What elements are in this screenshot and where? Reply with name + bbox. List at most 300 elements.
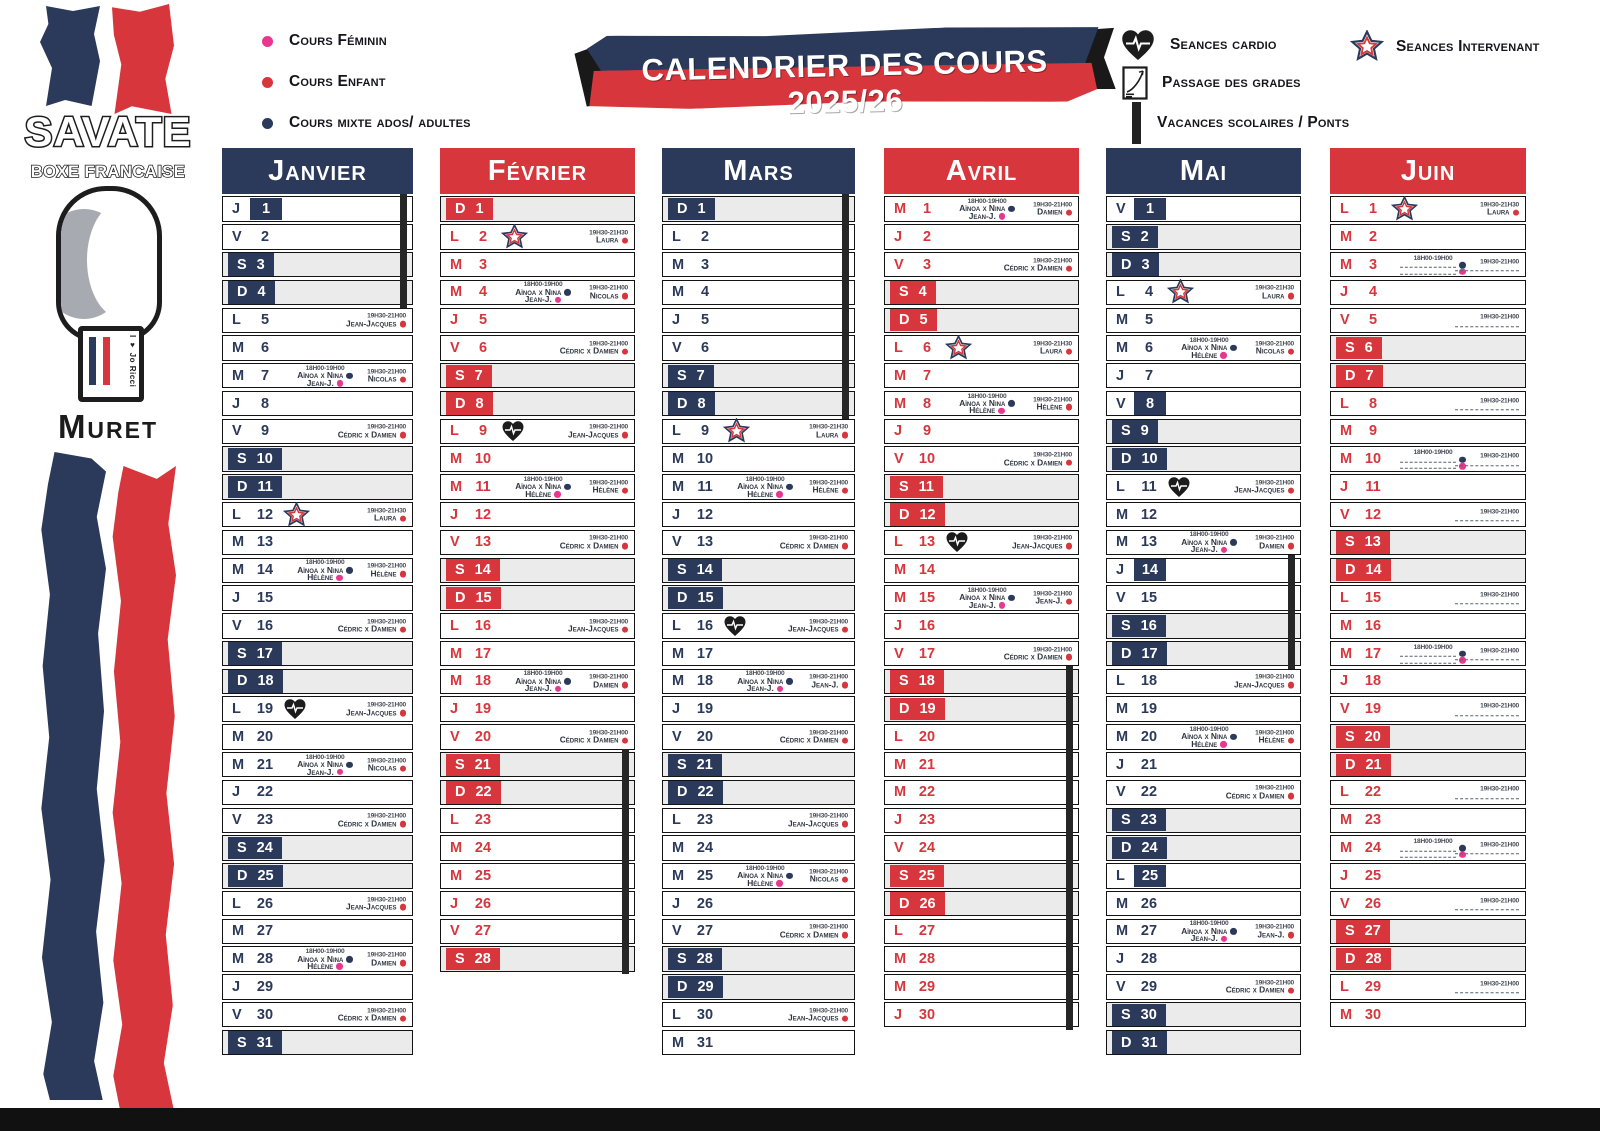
- day-avril-17: [884, 641, 1079, 666]
- entry-instructor: Hélène: [1191, 352, 1227, 359]
- day-letter: L: [1116, 673, 1125, 690]
- day-number: 2: [922, 228, 932, 245]
- day-number: 16: [474, 617, 492, 634]
- weekend-day-box: D 25: [228, 865, 283, 887]
- entry-time: 18H00-19H00: [305, 753, 345, 761]
- day-number: 12: [256, 506, 274, 523]
- day-number: 2: [700, 228, 710, 245]
- day-mars-9: [662, 419, 855, 444]
- red-dot-icon: [400, 821, 407, 828]
- day-avril-15: [884, 585, 1079, 610]
- early-slot: [1159, 337, 1259, 359]
- early-slot: [715, 670, 815, 692]
- day-letter: M: [450, 840, 463, 857]
- day-number: 16: [256, 617, 274, 634]
- day-mars-26: [662, 891, 855, 916]
- day-juin-22: [1330, 780, 1526, 805]
- day-number: 7: [260, 367, 270, 384]
- entry-instructor: Jean-Jacques: [346, 320, 406, 327]
- day-number: 1: [922, 201, 932, 218]
- day-number: 10: [696, 451, 714, 468]
- day-number: 5: [260, 312, 270, 329]
- entry-blank-line: [1455, 904, 1519, 910]
- navy-dot-icon: [1230, 734, 1237, 741]
- early-slot: [493, 670, 593, 692]
- star-intervenant-icon: [1350, 30, 1384, 63]
- day-janvier-7: [222, 363, 413, 388]
- weekend-day-box: S 2: [1112, 226, 1158, 248]
- day-letter: J: [894, 1006, 903, 1023]
- day-janvier-9: [222, 419, 413, 444]
- pink-dot-icon: [777, 686, 784, 693]
- entry-blank-line: [1455, 265, 1519, 271]
- day-avril-29: [884, 974, 1079, 999]
- entry-instructor: Jean-Jacques: [788, 1015, 848, 1022]
- entry-instructor: Jean-J.: [811, 681, 848, 688]
- day-mai-24: [1106, 835, 1301, 860]
- entry-time: 18H00-19H00: [967, 392, 1007, 400]
- evening-slot: [589, 229, 628, 244]
- pink-dot-icon: [555, 297, 562, 304]
- day-letter: M: [894, 978, 907, 995]
- legend-item-vacances: [1132, 102, 1349, 144]
- entry-time: 19H30-21H00: [367, 951, 406, 959]
- day-number: 5: [1368, 312, 1378, 329]
- entry-time: 19H30-21H30: [1480, 201, 1519, 209]
- pink-dot-icon: [1220, 352, 1227, 359]
- entry-instructor: Cédric x Damien: [1226, 792, 1294, 799]
- day-mars-2: [662, 224, 855, 249]
- red-dot-icon: [400, 432, 407, 439]
- day-janvier-30: [222, 1002, 413, 1027]
- day-fevrier-25: [440, 863, 635, 888]
- day-letter: M: [672, 478, 685, 495]
- day-fevrier-6: [440, 335, 635, 360]
- day-juin-3: [1330, 252, 1526, 277]
- month-juin: [1330, 148, 1526, 1027]
- day-number: 23: [696, 812, 714, 829]
- entry-blank-line: [1455, 599, 1519, 605]
- day-letter: M: [1116, 312, 1129, 329]
- day-janvier-23: [222, 808, 413, 833]
- entry-instructor: Aïnoa x Nina: [959, 205, 1015, 212]
- entry-time: 19H30-21H00: [809, 868, 848, 876]
- day-mai-3: [1106, 252, 1301, 277]
- vacation-bar: [622, 916, 629, 947]
- day-mai-7: [1106, 363, 1301, 388]
- day-avril-25: [884, 863, 1079, 888]
- weekend-day-box: D 24: [1112, 837, 1167, 859]
- legend-intervenant-label: Seances Intervenant: [1396, 37, 1540, 55]
- evening-slot: [1033, 591, 1072, 606]
- day-mars-23: [662, 808, 855, 833]
- day-juin-5: [1330, 308, 1526, 333]
- vacation-bar: [1066, 777, 1073, 808]
- day-number: 7: [1144, 367, 1154, 384]
- entry-time: 19H30-21H00: [809, 923, 848, 931]
- day-letter: L: [1116, 867, 1125, 884]
- entry-instructor: Nicolas: [810, 876, 848, 883]
- red-dot-icon: [1288, 987, 1295, 994]
- evening-slot: [367, 368, 406, 383]
- day-letter: L: [1116, 478, 1125, 495]
- day-janvier-27: [222, 919, 413, 944]
- red-dot-icon: [842, 626, 849, 633]
- day-letter: J: [894, 228, 903, 245]
- day-letter: L: [232, 701, 241, 718]
- day-number: 24: [918, 840, 936, 857]
- early-slot: [715, 476, 815, 498]
- day-mai-22: [1106, 780, 1301, 805]
- day-number: 23: [474, 812, 492, 829]
- entry-instructor: Hélène: [747, 491, 783, 498]
- day-number: 23: [256, 812, 274, 829]
- evening-slot: [346, 896, 406, 911]
- day-juin-9: [1330, 419, 1526, 444]
- day-fevrier-16: [440, 613, 635, 638]
- entry-instructor: Laura: [596, 237, 628, 244]
- weekend-day-box: S 20: [1336, 726, 1390, 748]
- evening-slot: [1455, 591, 1519, 604]
- day-mars-4: [662, 280, 855, 305]
- heart-cardio-icon: [501, 420, 525, 442]
- red-dot-icon: [400, 710, 407, 717]
- day-number: 22: [918, 784, 936, 801]
- day-number: 25: [1364, 867, 1382, 884]
- day-mai-13: [1106, 530, 1301, 555]
- vacation-bar: [842, 333, 849, 364]
- vacation-bar: [1066, 999, 1073, 1030]
- day-number: 7: [922, 367, 932, 384]
- day-letter: V: [232, 423, 242, 440]
- day-letter: L: [1116, 284, 1125, 301]
- weekend-day-box: S 9: [1112, 420, 1158, 442]
- day-juin-10: [1330, 446, 1526, 471]
- day-letter: V: [1116, 201, 1126, 218]
- evening-slot: [1455, 258, 1519, 271]
- pink-dot-icon: [999, 213, 1006, 220]
- vacation-bar: [842, 249, 849, 280]
- day-letter: M: [894, 590, 907, 607]
- early-slot: [275, 559, 375, 581]
- entry-instructor: Jean-J.: [1257, 931, 1294, 938]
- navy-dot-icon: [564, 678, 571, 685]
- vacation-bar: [400, 194, 407, 225]
- day-juin-30: [1330, 1002, 1526, 1027]
- entry-instructor: Damien: [1037, 209, 1072, 216]
- day-avril-19: [884, 696, 1079, 721]
- day-number: 17: [1364, 645, 1382, 662]
- day-number: 26: [1364, 895, 1382, 912]
- day-letter: M: [232, 562, 245, 579]
- weekend-day-box: D 26: [890, 892, 945, 914]
- day-juin-4: [1330, 280, 1526, 305]
- day-letter: L: [232, 506, 241, 523]
- entry-time: 19H30-21H00: [1033, 396, 1072, 404]
- entry-instructor: Laura: [1040, 348, 1072, 355]
- red-dot-icon: [622, 682, 629, 689]
- entry-time: 19H30-21H00: [1033, 590, 1072, 598]
- day-letter: M: [1340, 1006, 1353, 1023]
- day-juin-12: [1330, 502, 1526, 527]
- day-number: 26: [1140, 895, 1158, 912]
- day-avril-7: [884, 363, 1079, 388]
- entry-instructor: Jean-J.: [969, 602, 1006, 609]
- day-number: 27: [1140, 923, 1158, 940]
- entry-time: 18H00-19H00: [523, 281, 563, 289]
- weekend-day-box: S 25: [890, 865, 944, 887]
- entry-time: 18H00-19H00: [1413, 448, 1453, 456]
- day-number: 19: [474, 701, 492, 718]
- day-number: 20: [918, 728, 936, 745]
- day-mai-19: [1106, 696, 1301, 721]
- day-letter: M: [232, 534, 245, 551]
- evening-slot: [1004, 646, 1072, 661]
- entry-instructor: Jean-J.: [1035, 598, 1072, 605]
- entry-time: 18H00-19H00: [305, 559, 345, 567]
- entry-time: 18H00-19H00: [745, 475, 785, 483]
- day-number: 18: [696, 673, 714, 690]
- early-slot: [275, 365, 375, 387]
- vacation-bar: [842, 360, 849, 391]
- entry-instructor: Hélène: [370, 570, 406, 577]
- day-number: 20: [696, 728, 714, 745]
- day-mars-27: [662, 919, 855, 944]
- day-letter: L: [894, 728, 903, 745]
- day-letter: M: [1340, 840, 1353, 857]
- evening-slot: [568, 618, 628, 633]
- evening-slot: [1455, 786, 1519, 799]
- day-mars-18: [662, 669, 855, 694]
- entry-time: 19H30-21H00: [589, 673, 628, 681]
- entry-time: 19H30-21H00: [1255, 923, 1294, 931]
- day-fevrier-3: [440, 252, 635, 277]
- entry-time: 19H30-21H00: [1480, 452, 1519, 460]
- early-slot: [937, 587, 1037, 609]
- day-letter: M: [894, 201, 907, 218]
- weekend-day-box: S 10: [228, 448, 282, 470]
- vacation-bar: [1288, 583, 1295, 614]
- entry-instructor: Aïnoa x Nina: [515, 289, 571, 296]
- entry-instructor: Hélène: [812, 487, 848, 494]
- star-intervenant-icon: [945, 335, 972, 361]
- entry-instructor: Jean-Jacques: [568, 431, 628, 438]
- bottom-border-bar: [0, 1108, 1600, 1131]
- day-letter: J: [450, 506, 459, 523]
- day-number: 8: [922, 395, 932, 412]
- entry-instructor: Aïnoa x Nina: [737, 678, 793, 685]
- entry-time: 19H30-21H00: [589, 535, 628, 543]
- red-dot-icon: [622, 487, 629, 494]
- red-dot-icon: [1288, 543, 1295, 550]
- heart-cardio-icon: [1167, 476, 1191, 498]
- evening-slot: [338, 618, 406, 633]
- weekend-day-box: D 22: [668, 781, 723, 803]
- weekend-day-box: S 28: [446, 948, 500, 970]
- star-intervenant-icon: [501, 224, 528, 250]
- day-number: 24: [1364, 840, 1382, 857]
- entry-time: 19H30-21H00: [1255, 729, 1294, 737]
- day-number: 6: [260, 339, 270, 356]
- red-dot-icon: [1288, 487, 1295, 494]
- month-mars: [662, 148, 855, 1055]
- day-number: 19: [1140, 701, 1158, 718]
- day-letter: L: [450, 228, 459, 245]
- day-fevrier-7: [440, 363, 635, 388]
- pink-dot-icon: [999, 602, 1006, 609]
- day-letter: J: [1116, 756, 1125, 773]
- day-mai-5: [1106, 308, 1301, 333]
- red-dot-icon: [622, 543, 629, 550]
- vacation-bar: [842, 194, 849, 225]
- weekend-day-box: S 17: [228, 642, 282, 664]
- red-dot-icon: [842, 876, 849, 883]
- early-slot: [1159, 726, 1259, 748]
- day-letter: V: [1340, 506, 1350, 523]
- evening-slot: [367, 757, 406, 772]
- evening-slot: [788, 618, 848, 633]
- day-letter: L: [1340, 201, 1349, 218]
- day-letter: M: [1116, 728, 1129, 745]
- pink-dot-icon: [554, 491, 561, 498]
- day-number: 18: [1140, 673, 1158, 690]
- day-letter: J: [1340, 867, 1349, 884]
- red-dot-icon: [1288, 293, 1295, 300]
- entry-time: 19H30-21H00: [589, 479, 628, 487]
- evening-slot: [1455, 841, 1519, 854]
- red-dot-icon: [400, 765, 407, 772]
- day-number: 9: [700, 423, 710, 440]
- weekend-day-box: D 8: [668, 392, 715, 414]
- day-juin-11: [1330, 474, 1526, 499]
- entry-blank-line: [1455, 321, 1519, 327]
- day-mai-29: [1106, 974, 1301, 999]
- day-letter: V: [672, 339, 682, 356]
- day-number: 4: [1368, 284, 1378, 301]
- entry-time: 18H00-19H00: [1189, 336, 1229, 344]
- red-dot-icon: [842, 932, 849, 939]
- entry-instructor: Cédric x Damien: [560, 542, 628, 549]
- month-header-fevrier: Février: [440, 148, 635, 194]
- red-dot-icon: [1066, 598, 1073, 605]
- red-dot-icon: [842, 737, 849, 744]
- red-dot-icon: [1066, 654, 1073, 661]
- vacation-bar: [622, 888, 629, 919]
- vacation-bar: [1066, 805, 1073, 836]
- day-number: 23: [1364, 812, 1382, 829]
- day-letter: M: [894, 562, 907, 579]
- day-number: 15: [1364, 590, 1382, 607]
- day-letter: J: [450, 312, 459, 329]
- day-number: 20: [256, 728, 274, 745]
- entry-instructor: Hélène: [592, 487, 628, 494]
- day-letter: V: [894, 256, 904, 273]
- day-mars-24: [662, 835, 855, 860]
- weekend-day-box: D 29: [668, 976, 723, 998]
- legend-item-grades: [1122, 66, 1301, 100]
- entry-instructor: Cédric x Damien: [780, 737, 848, 744]
- entry-time: 18H00-19H00: [745, 864, 785, 872]
- day-letter: V: [894, 451, 904, 468]
- day-letter: L: [672, 617, 681, 634]
- day-number: 4: [478, 284, 488, 301]
- day-mai-27: [1106, 919, 1301, 944]
- day-letter: V: [1116, 784, 1126, 801]
- day-mai-21: [1106, 752, 1301, 777]
- entry-time: 19H30-21H00: [1480, 896, 1519, 904]
- red-dot-icon: [262, 77, 273, 88]
- weekend-day-box: S 27: [1336, 920, 1390, 942]
- entry-instructor: Hélène: [1036, 404, 1072, 411]
- evening-slot: [1255, 730, 1294, 745]
- title-banner: [585, 24, 1105, 121]
- day-janvier-13: [222, 530, 413, 555]
- evening-slot: [780, 730, 848, 745]
- day-janvier-25: [222, 863, 413, 888]
- day-letter: M: [672, 284, 685, 301]
- red-dot-icon: [842, 543, 849, 550]
- evening-slot: [560, 730, 628, 745]
- day-letter: L: [232, 895, 241, 912]
- month-header-janvier: Janvier: [222, 148, 413, 194]
- day-letter: M: [672, 645, 685, 662]
- vacation-bar: [842, 277, 849, 308]
- entry-time: 19H30-21H00: [1255, 479, 1294, 487]
- entry-time: 19H30-21H00: [1255, 979, 1294, 987]
- day-mai-12: [1106, 502, 1301, 527]
- holiday-day-number: 1: [250, 198, 282, 220]
- day-number: 6: [922, 339, 932, 356]
- day-letter: J: [1340, 478, 1349, 495]
- day-janvier-4: [222, 280, 413, 305]
- day-mars-11: [662, 474, 855, 499]
- entry-blank-line: [1455, 654, 1519, 660]
- day-janvier-20: [222, 724, 413, 749]
- pink-dot-icon: [336, 574, 343, 581]
- day-number: 4: [1144, 284, 1154, 301]
- day-mai-25: [1106, 863, 1301, 888]
- day-mai-31: [1106, 1030, 1301, 1055]
- legend-mixte-label: Cours mixte ados/ adultes: [289, 114, 471, 131]
- day-number: 22: [256, 784, 274, 801]
- day-number: 27: [474, 923, 492, 940]
- day-avril-8: [884, 391, 1079, 416]
- entry-instructor: Jean-J.: [307, 379, 344, 386]
- day-number: 21: [1140, 756, 1158, 773]
- red-dot-icon: [842, 1015, 849, 1022]
- day-mars-3: [662, 252, 855, 277]
- brush-stroke-navy-top: [40, 6, 100, 106]
- navy-dot-icon: [346, 761, 353, 768]
- entry-time: 19H30-21H00: [1480, 646, 1519, 654]
- entry-time: 19H30-21H00: [367, 312, 406, 320]
- entry-instructor: Cédric x Damien: [338, 820, 406, 827]
- red-dot-icon: [1066, 348, 1073, 355]
- day-number: 12: [696, 506, 714, 523]
- day-number: 3: [922, 256, 932, 273]
- day-letter: J: [232, 590, 241, 607]
- day-number: 29: [256, 978, 274, 995]
- red-dot-icon: [842, 432, 849, 439]
- day-mars-7: [662, 363, 855, 388]
- vacation-bar: [1066, 722, 1073, 753]
- day-number: 19: [1364, 701, 1382, 718]
- day-fevrier-22: [440, 780, 635, 805]
- day-letter: V: [1116, 978, 1126, 995]
- day-number: 26: [474, 895, 492, 912]
- weekend-day-box: S 31: [228, 1031, 282, 1053]
- entry-instructor: Cédric x Damien: [338, 1015, 406, 1022]
